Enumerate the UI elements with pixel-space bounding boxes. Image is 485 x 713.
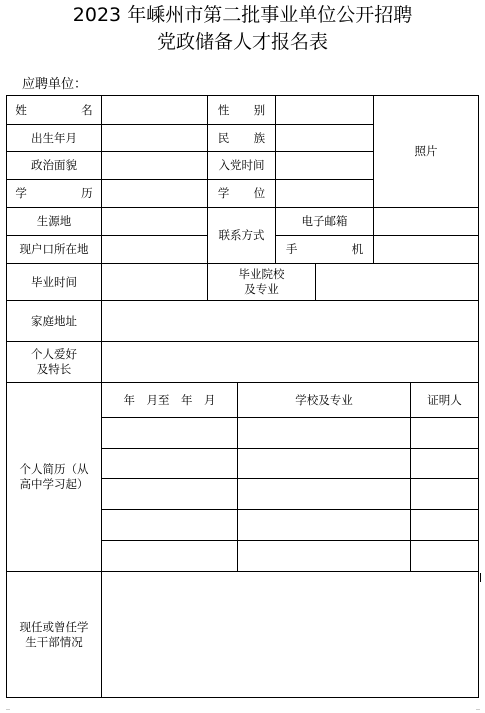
education-label: 学 历 bbox=[15, 186, 118, 200]
email-label: 电子邮箱 bbox=[301, 214, 348, 228]
name-label: 姓 名 bbox=[15, 102, 118, 117]
resume-school-header: 学校及专业 bbox=[295, 392, 353, 407]
contact-label: 联系方式 bbox=[218, 228, 265, 242]
resume-period-header: 年 月至 年 月 bbox=[123, 392, 216, 407]
form-title-line-1: 2023 年嵊州市第二批事业单位公开招聘 bbox=[72, 4, 413, 26]
home-address-label: 家庭地址 bbox=[31, 313, 77, 328]
ethnicity-label: 民 族 bbox=[217, 130, 276, 145]
form-title-line-2: 党政储备人才报名表 bbox=[156, 31, 328, 53]
origin-label: 生源地 bbox=[36, 214, 72, 228]
hobby-label: 个人爱好 及特长 bbox=[31, 347, 77, 376]
resume-label: 个人简历（从 高中学习起） bbox=[19, 462, 89, 491]
photo-label: 照片 bbox=[414, 144, 438, 158]
birth-label: 出生年月 bbox=[31, 130, 77, 145]
grad-time-label: 毕业时间 bbox=[31, 274, 77, 289]
degree-label: 学 位 bbox=[217, 186, 276, 200]
household-label: 现户口所在地 bbox=[19, 242, 89, 256]
political-status-label: 政治面貌 bbox=[31, 158, 77, 172]
cadre-label: 现任或曾任学 生干部情况 bbox=[19, 619, 89, 649]
resume-witness-header: 证明人 bbox=[427, 392, 462, 407]
phone-label: 手 机 bbox=[285, 242, 389, 256]
grad-school-label: 毕业院校 及专业 bbox=[238, 267, 285, 296]
gender-label: 性 别 bbox=[217, 102, 276, 117]
applying-unit-label: 应聘单位： bbox=[22, 77, 88, 92]
party-date-label: 入党时间 bbox=[218, 158, 265, 172]
